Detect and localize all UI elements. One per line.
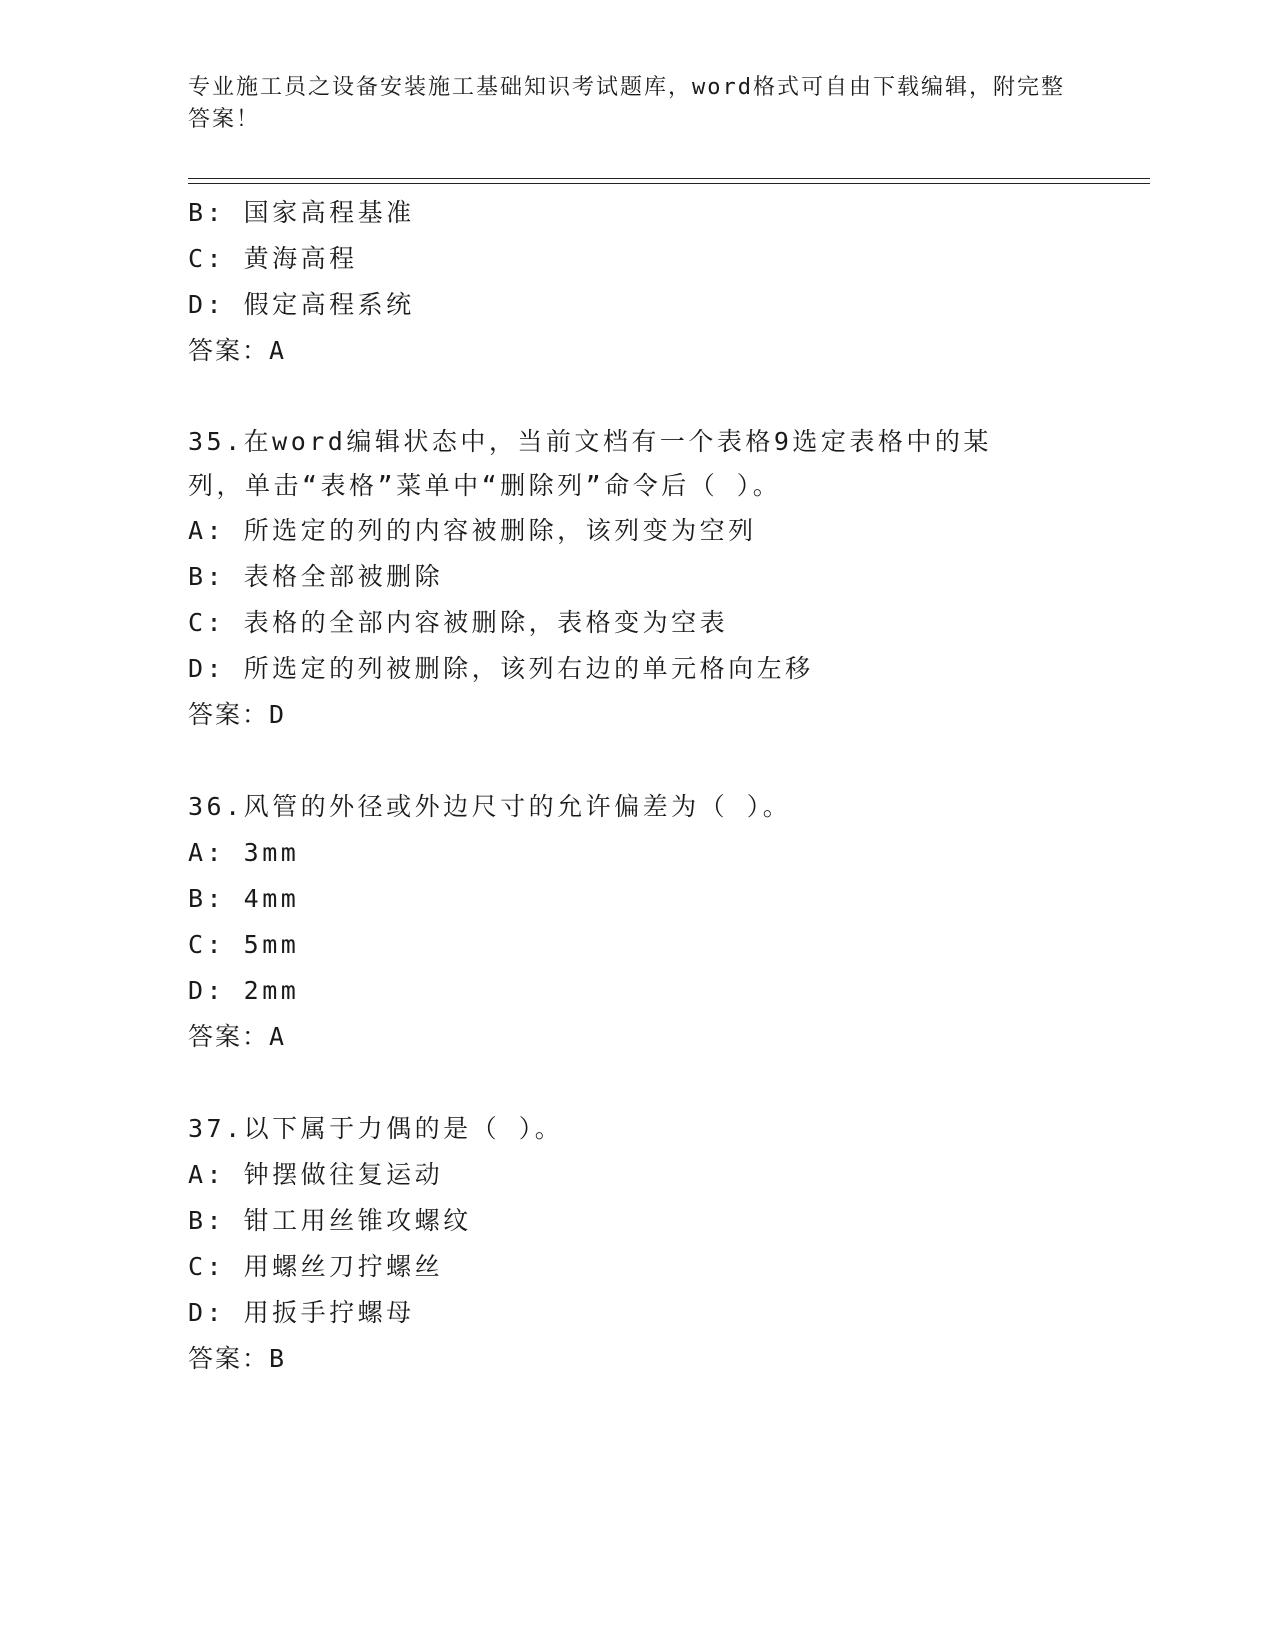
option-a: A: 钟摆做往复运动 bbox=[188, 1160, 444, 1189]
option-b: B: 表格全部被删除 bbox=[188, 562, 444, 591]
question-content bbox=[188, 190, 1128, 1382]
question-text: 35.在word编辑状态中，当前文档有一个表格9选定表格中的某列，单击“表格”菜单中“删除列”命令后（ ）。 bbox=[188, 427, 992, 500]
option-b: B: 国家高程基准 bbox=[188, 198, 415, 227]
answer-text: 答案：B bbox=[188, 1344, 287, 1373]
question-block-35 bbox=[188, 420, 1128, 738]
option-b: B: 4mm bbox=[188, 884, 300, 913]
option-c: C: 黄海高程 bbox=[188, 244, 358, 273]
option-d: D: 用扳手拧螺母 bbox=[188, 1298, 415, 1327]
answer-text: 答案：D bbox=[188, 700, 287, 729]
option-c: C: 表格的全部内容被删除，表格变为空表 bbox=[188, 608, 729, 637]
question-text: 36.风管的外径或外边尺寸的允许偏差为（ ）。 bbox=[188, 792, 792, 821]
option-c: C: 用螺丝刀拧螺丝 bbox=[188, 1252, 444, 1281]
page-header: 专业施工员之设备安装施工基础知识考试题库，word格式可自由下载编辑，附完整答案！ bbox=[188, 75, 1065, 132]
option-a: A: 3mm bbox=[188, 838, 300, 867]
question-block-37 bbox=[188, 1106, 1128, 1382]
question-block-36 bbox=[188, 784, 1128, 1060]
spacer bbox=[188, 1060, 1128, 1106]
header-rule-top bbox=[188, 178, 1150, 179]
question-block-34 bbox=[188, 190, 1128, 374]
question-text: 37.以下属于力偶的是（ ）。 bbox=[188, 1114, 564, 1143]
option-d: D: 2mm bbox=[188, 976, 300, 1005]
option-d: D: 假定高程系统 bbox=[188, 290, 415, 319]
answer-text: 答案：A bbox=[188, 1022, 287, 1051]
option-d: D: 所选定的列被删除，该列右边的单元格向左移 bbox=[188, 654, 814, 683]
spacer bbox=[188, 738, 1128, 784]
spacer bbox=[188, 374, 1128, 420]
option-b: B: 钳工用丝锥攻螺纹 bbox=[188, 1206, 472, 1235]
option-c: C: 5mm bbox=[188, 930, 300, 959]
answer-text: 答案：A bbox=[188, 336, 287, 365]
header-rule-bottom bbox=[188, 183, 1150, 184]
option-a: A: 所选定的列的内容被删除，该列变为空列 bbox=[188, 516, 757, 545]
